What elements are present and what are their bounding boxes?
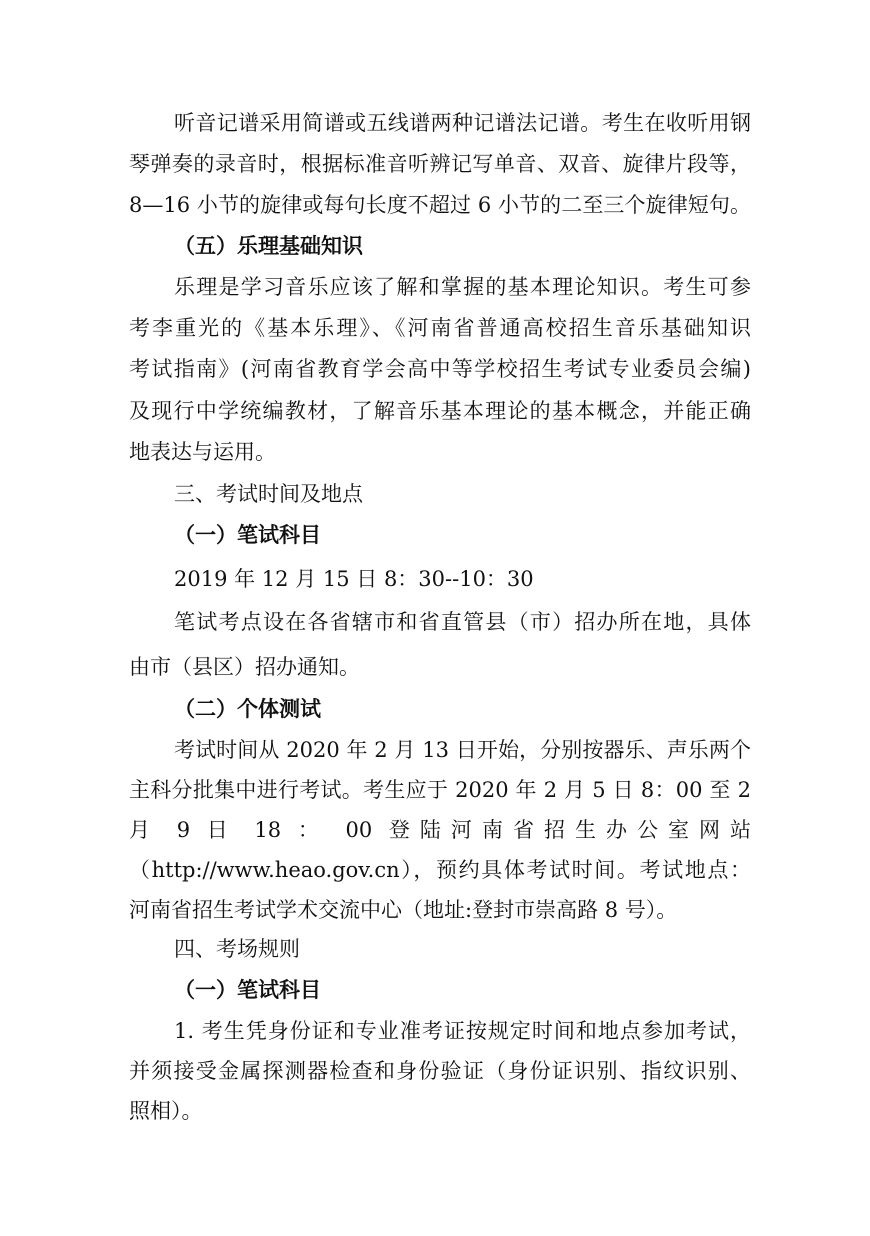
paragraph-line: 由市（县区）招办通知。 <box>129 655 360 679</box>
section-heading: 四、考场规则 <box>174 937 300 961</box>
section-heading: （二）个体测试 <box>174 697 321 721</box>
paragraph-line: 考李重光的《基本乐理》、《河南省普通高校招生音乐基础知识 <box>129 316 751 340</box>
paragraph-line: 照相）。 <box>129 1099 203 1123</box>
section-heading: （一）笔试科目 <box>174 523 321 547</box>
paragraph-line: 琴弹奏的录音时，根据标准音听辨记写单音、双音、旋律片段等， <box>129 152 751 176</box>
paragraph-line: 1. 考生凭身份证和专业准考证按规定时间和地点参加考试， <box>174 1019 751 1043</box>
paragraph-line: （http://www.heao.gov.cn），预约具体考试时间。考试地点： <box>129 858 751 882</box>
paragraph-line: 8—16 小节的旋律或每句长度不超过 6 小节的二至三个旋律短句。 <box>129 193 751 217</box>
section-heading: （五）乐理基础知识 <box>174 234 363 258</box>
paragraph-line: 考试时间从 2020 年 2 月 13 日开始，分别按器乐、声乐两个 <box>174 738 751 762</box>
paragraph-line: 听音记谱采用简谱或五线谱两种记谱法记谱。考生在收听用钢 <box>174 111 751 135</box>
section-heading: （一）笔试科目 <box>174 978 321 1002</box>
paragraph-line: 地表达与运用。 <box>129 440 276 464</box>
section-heading: 三、考试时间及地点 <box>174 482 363 506</box>
paragraph-line: 并须接受金属探测器检查和身份验证（身份证识别、指纹识别、 <box>129 1059 751 1083</box>
paragraph-line: 及现行中学统编教材，了解音乐基本理论的基本概念，并能正确 <box>129 399 751 423</box>
paragraph-line: 考试指南》(河南省教育学会高中等学校招生考试专业委员会编) <box>129 357 751 381</box>
paragraph-line: 月 9 日 18 ： 00 登陆河南省招生办公室网站 <box>129 818 751 842</box>
paragraph-line: 河南省招生考试学术交流中心（地址:登封市崇高路 8 号）。 <box>129 898 678 922</box>
paragraph-line: 笔试考点设在各省辖市和省直管县（市）招办所在地，具体 <box>174 610 751 634</box>
paragraph-line: 2019 年 12 月 15 日 8：30--10：30 <box>174 567 534 591</box>
paragraph-line: 主科分批集中进行考试。考生应于 2020 年 2 月 5 日 8：00 至 2 <box>129 778 751 802</box>
paragraph-line: 乐理是学习音乐应该了解和掌握的基本理论知识。考生可参 <box>174 275 751 299</box>
